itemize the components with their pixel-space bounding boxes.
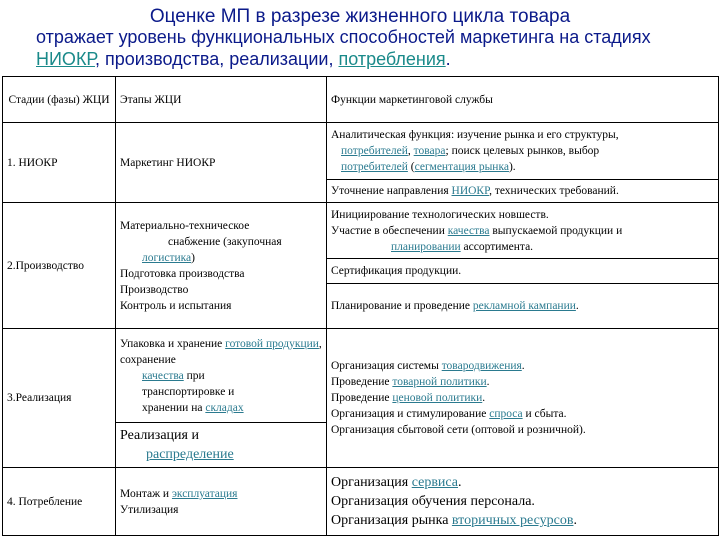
text: Организация и стимулирование (331, 408, 490, 421)
text: ). (508, 161, 516, 174)
link-ad-campaign[interactable]: рекламной кампании (472, 299, 576, 312)
subtitle (36, 26, 706, 70)
text: ; поиск целевых рынков, выбор (445, 145, 600, 158)
text: Планирование и проведение (331, 299, 473, 312)
text: . (573, 513, 577, 529)
text: , сохранение (120, 337, 322, 366)
link-segmentation[interactable]: сегментация рынка (414, 161, 509, 174)
text: ( (407, 161, 415, 174)
text: Проведение (331, 376, 393, 389)
niokr-link[interactable]: НИОКР (36, 49, 96, 69)
table-row (3, 203, 719, 259)
function-analytical (327, 123, 719, 180)
stage-niokr: 1. НИОКР (3, 123, 116, 203)
step-packaging (116, 329, 327, 423)
text: Участие в обеспечении (331, 224, 448, 237)
text: Инициирование технологических новшеств. (331, 208, 549, 221)
text: . (521, 360, 525, 373)
step-niokr: Маркетинг НИОКР (116, 123, 327, 203)
link-distribution[interactable]: распределение (146, 447, 234, 463)
text: Проведение (331, 392, 393, 405)
function-advertising (327, 283, 719, 328)
text: Организация обучения персонала. (331, 494, 535, 510)
text: . (458, 475, 462, 491)
page-title: Оценке МП в разрезе жизненного цикла товара (149, 6, 571, 27)
link-quality[interactable]: качества (447, 224, 490, 237)
link-quality-2[interactable]: качества (142, 369, 184, 382)
subtitle-end: . (445, 49, 451, 69)
table-header-row (3, 77, 719, 123)
link-goods-movement[interactable]: товародвижения (441, 360, 522, 373)
text: Производство (120, 283, 189, 296)
table-row (3, 123, 719, 180)
link-price-policy[interactable]: ценовой политики (392, 392, 483, 405)
link-exploitation[interactable]: эксплуатация (171, 487, 238, 500)
text: Организация рынка (331, 513, 452, 529)
lifecycle-table (2, 76, 719, 536)
text: Организация (331, 475, 412, 491)
text: Монтаж и (120, 487, 172, 500)
function-service (327, 468, 719, 536)
text: ассортимента. (460, 240, 534, 253)
subtitle-line1: отражает уровень функциональных способностей маркетинга на стадиях (36, 27, 651, 47)
text: . (486, 376, 490, 389)
consumption-link[interactable]: потребления (338, 49, 446, 69)
text: снабжение (закупочная (168, 235, 282, 248)
text: Аналитическая функция: изучение рынка и его структуры, (331, 129, 619, 142)
text: , технических требований. (489, 185, 619, 198)
text: Организация системы (331, 360, 442, 373)
text: Подготовка производства (120, 267, 245, 280)
link-niokr[interactable]: НИОКР (451, 185, 490, 198)
link-demand[interactable]: спроса (489, 408, 523, 421)
text: Контроль и испытания (120, 299, 232, 312)
text: транспортировке и (142, 385, 235, 398)
text: Утилизация (120, 503, 179, 516)
header-functions: Функции маркетинговой службы (327, 77, 719, 123)
text: , (407, 145, 414, 158)
stage-sales: 3.Реализация (3, 329, 116, 468)
link-secondary-resources[interactable]: вторичных ресурсов (451, 513, 574, 529)
link-service[interactable]: сервиса (411, 475, 459, 491)
table-row (3, 468, 719, 536)
text: при (183, 369, 205, 382)
header-stages: Стадии (фазы) ЖЦИ (3, 77, 116, 123)
text: Уточнение направления (331, 185, 452, 198)
text: ) (191, 251, 196, 264)
table-row (3, 329, 719, 423)
text: выпускаемой продукции и (489, 224, 623, 237)
link-consumers-2[interactable]: потребителей (341, 161, 408, 174)
link-logistics[interactable]: логистика (142, 251, 192, 264)
link-planning[interactable]: планировании (391, 240, 461, 253)
link-finished-goods[interactable]: готовой продукции (225, 337, 319, 350)
text: . (575, 299, 579, 312)
text: Материально-техническое (120, 219, 250, 232)
stage-consumption: 4. Потребление (3, 468, 116, 536)
text: . (482, 392, 486, 405)
step-distribution (116, 423, 327, 468)
function-certification: Сертификация продукции. (327, 259, 719, 284)
header-steps: Этапы ЖЦИ (116, 77, 327, 123)
step-production (116, 203, 327, 329)
stage-production: 2.Производство (3, 203, 116, 329)
link-product[interactable]: товара (413, 145, 446, 158)
function-distribution (327, 329, 719, 468)
text: Реализация и (120, 428, 199, 444)
text: Упаковка и хранение (120, 337, 226, 350)
link-consumers[interactable]: потребителей (341, 145, 408, 158)
function-innovation (327, 203, 719, 259)
subtitle-mid: , производства, реализации, (95, 49, 339, 69)
link-product-policy[interactable]: товарной политики (392, 376, 487, 389)
text: Организация сбытовой сети (оптовой и розничной). (331, 424, 586, 437)
text: и сбыта. (522, 408, 567, 421)
function-niokr-direction (327, 180, 719, 203)
link-warehouses[interactable]: складах (205, 401, 244, 414)
text: хранении на (142, 401, 206, 414)
step-consumption (116, 468, 327, 536)
